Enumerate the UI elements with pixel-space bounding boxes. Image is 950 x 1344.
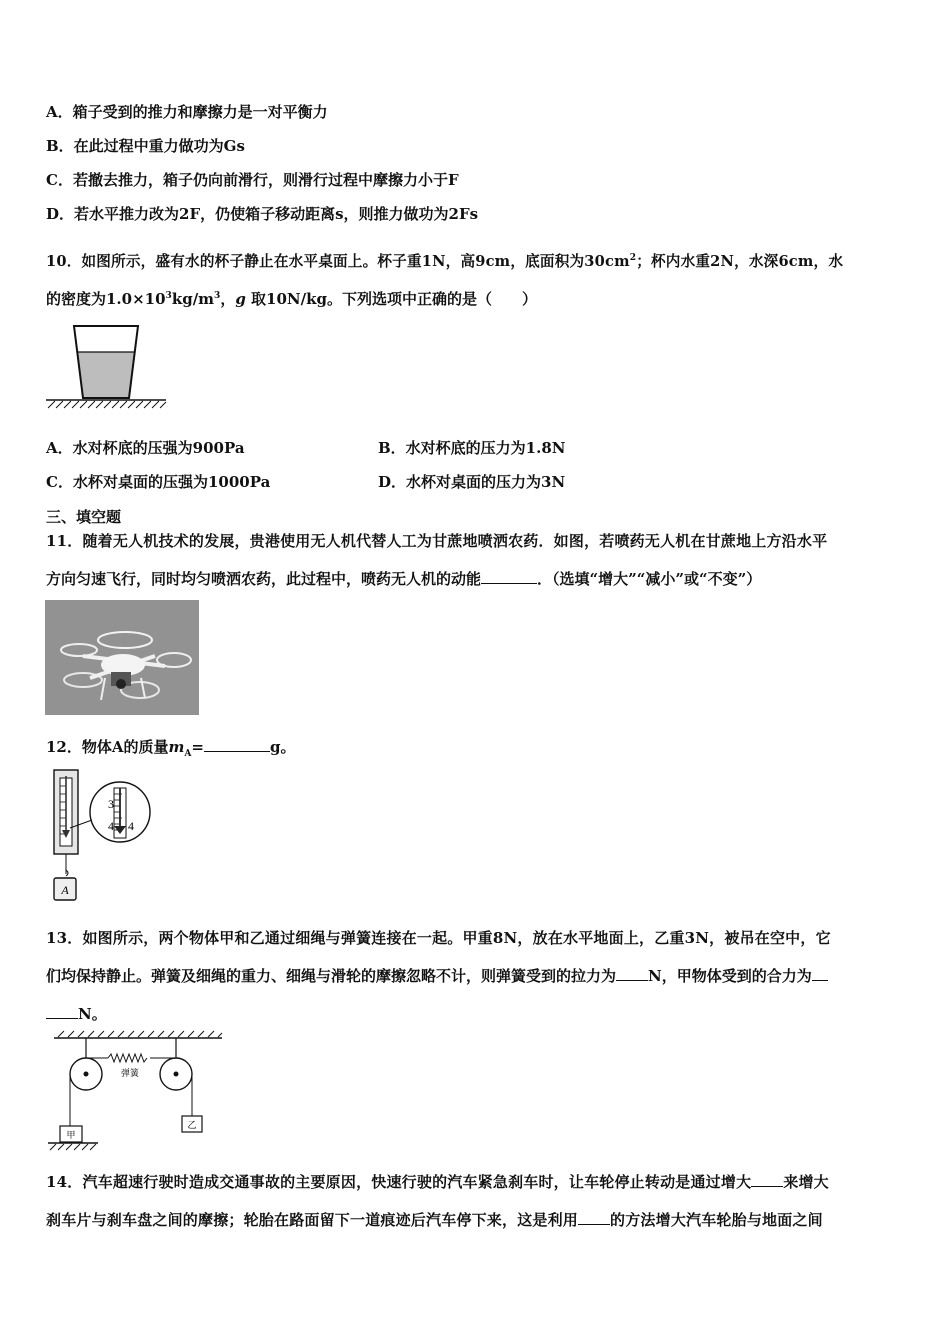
- cup-figure: [44, 322, 168, 410]
- spring-scale-figure: [48, 766, 158, 906]
- scale-label-4: 4: [108, 819, 114, 833]
- q9-option-a: A．箱子受到的推力和摩擦力是一对平衡力: [46, 103, 328, 121]
- jia-label: 甲: [66, 1131, 76, 1141]
- q10-option-a: A．水对杯底的压强为900Pa: [46, 439, 245, 457]
- q10-option-d: D．水杯对桌面的压力为3N: [378, 473, 566, 491]
- pulley-figure: [44, 1030, 234, 1154]
- section-heading: 三、填空题: [46, 508, 122, 526]
- q9-option-b: B．在此过程中重力做功为Gs: [46, 137, 245, 155]
- q10-option-b: B．水对杯底的压力为1.8N: [378, 439, 566, 457]
- q9-option-c: C．若撤去推力，箱子仍向前滑行，则滑行过程中摩擦力小于F: [46, 171, 459, 189]
- object-a-label: A: [61, 883, 69, 897]
- scale-label-3: 3: [108, 797, 114, 811]
- q10-option-c: C．水杯对桌面的压强为1000Pa: [46, 473, 271, 491]
- q10-line1: 10．如图所示，盛有水的杯子静止在水平桌面上。杯子重1N，高9cm，底面积为$30cm^2$；杯内水重2N，水深6cm，水: [46, 252, 844, 270]
- q11-line2: 方向匀速飞行，同时均匀喷洒农药，此过程中，喷药无人机的动能 ．（选填“增大”“减小”或“不变”）: [46, 570, 762, 588]
- q13-line3: N。: [46, 1004, 107, 1024]
- q14-line2: 刹车片与刹车盘之间的摩擦；轮胎在路面留下一道痕迹后汽车停下来，这是利用 的方法增大汽车轮胎与地面之间: [46, 1211, 823, 1229]
- cup-water: [77, 352, 135, 398]
- q11-line1: 11．随着无人机技术的发展，贵港使用无人机代替人工为甘蔗地喷洒农药．如图，若喷药无人机在甘蔗地上方沿水平: [46, 532, 828, 550]
- q13-line1: 13．如图所示，两个物体甲和乙通过细绳与弹簧连接在一起。甲重8N，放在水平地面上，乙重3N，被吊在空中，它: [46, 929, 831, 947]
- q12-line: 12．物体A的质量$m_A= g$。: [46, 738, 296, 759]
- scale-label-4b: 4: [128, 819, 134, 833]
- drone-photo: [45, 600, 199, 715]
- q9-option-d: D．若水平推力改为2F，仍使箱子移动距离s，则推力做功为2Fs: [46, 205, 479, 223]
- q10-line2: 的密度为$1.0\times 10^3kg/m^3$，g 取10N/kg。下列选项中正确的是（ ）: [46, 290, 537, 308]
- q13-line2: 们均保持静止。弹簧及细绳的重力、细绳与滑轮的摩擦忽略不计，则弹簧受到的拉力为 N，甲物体受到的合力为: [46, 966, 828, 986]
- yi-label: 乙: [187, 1121, 197, 1131]
- q14-line1: 14．汽车超速行驶时造成交通事故的主要原因，快速行驶的汽车紧急刹车时，让车轮停止转动是通过增大 来增大: [46, 1173, 829, 1191]
- spring-label: 弹簧: [120, 1069, 140, 1079]
